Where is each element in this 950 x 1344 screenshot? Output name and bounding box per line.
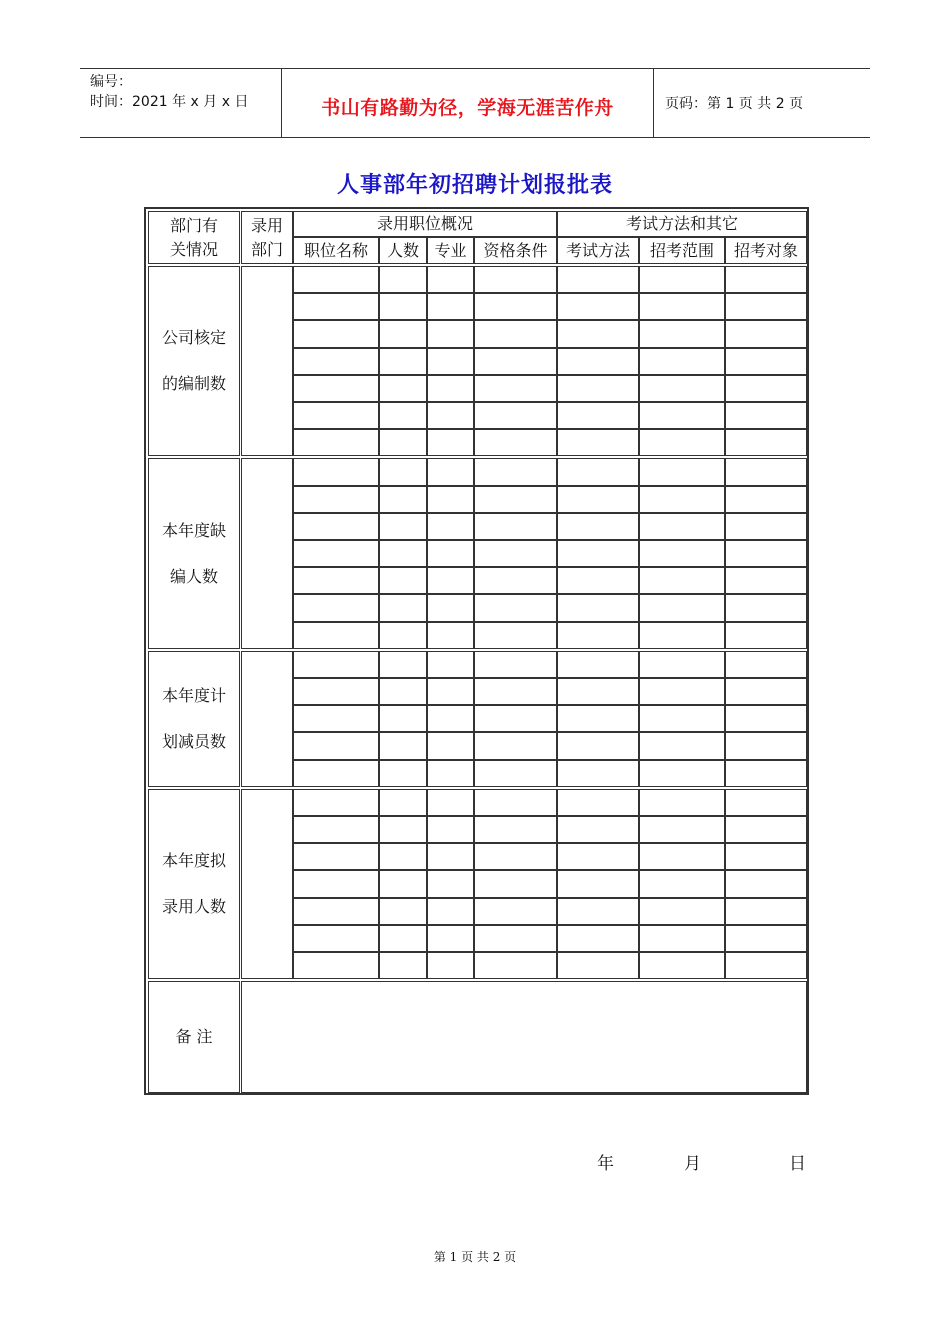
section-label: 本年度拟 录用人数 (148, 789, 240, 979)
table-cell (725, 925, 807, 952)
remarks-field (241, 981, 807, 1093)
hire-dept-cell (241, 789, 293, 979)
table-cell (725, 732, 807, 759)
table-cell (379, 293, 427, 320)
table-cell (474, 898, 557, 925)
table-cell (725, 486, 807, 513)
table-cell (427, 402, 474, 429)
column-header: 招考范围 (639, 237, 725, 264)
table-cell (379, 760, 427, 787)
table-cell (557, 293, 639, 320)
table-cell (474, 925, 557, 952)
table-cell (474, 732, 557, 759)
table-cell (379, 870, 427, 897)
header-meta (80, 69, 281, 137)
table-cell (293, 320, 379, 347)
table-cell (427, 651, 474, 678)
section-label: 公司核定 的编制数 (148, 266, 240, 456)
table-cell (427, 898, 474, 925)
table-cell (379, 486, 427, 513)
table-cell (725, 402, 807, 429)
table-cell (474, 429, 557, 456)
table-cell (474, 266, 557, 293)
table-cell (293, 622, 379, 649)
table-cell (639, 594, 725, 621)
table-cell (725, 651, 807, 678)
table-cell (427, 458, 474, 485)
table-cell (639, 898, 725, 925)
table-cell (474, 293, 557, 320)
table-cell (557, 429, 639, 456)
table-cell (557, 898, 639, 925)
date-year-label: 年 (597, 1154, 614, 1174)
table-cell (427, 760, 474, 787)
table-cell (293, 705, 379, 732)
table-cell (557, 870, 639, 897)
table-cell (557, 513, 639, 540)
table-cell (293, 594, 379, 621)
table-cell (557, 732, 639, 759)
table-cell (293, 348, 379, 375)
column-header: 专业 (427, 237, 474, 264)
table-cell (427, 816, 474, 843)
table-cell (725, 540, 807, 567)
table-cell (557, 540, 639, 567)
table-cell (725, 622, 807, 649)
table-cell (557, 843, 639, 870)
table-cell (639, 513, 725, 540)
table-cell (427, 567, 474, 594)
table-cell (293, 732, 379, 759)
table-cell (474, 705, 557, 732)
table-cell (293, 760, 379, 787)
table-cell (725, 760, 807, 787)
table-cell (427, 925, 474, 952)
table-cell (427, 678, 474, 705)
table-cell (474, 540, 557, 567)
table-cell (379, 594, 427, 621)
table-cell (427, 320, 474, 347)
table-cell (725, 266, 807, 293)
table-cell (557, 402, 639, 429)
table-cell (474, 320, 557, 347)
table-cell (474, 348, 557, 375)
table-cell (379, 348, 427, 375)
table-cell (293, 898, 379, 925)
table-cell (639, 816, 725, 843)
table-cell (379, 622, 427, 649)
table-cell (293, 678, 379, 705)
table-cell (725, 348, 807, 375)
table-cell (557, 458, 639, 485)
table-cell (725, 952, 807, 979)
table-cell (639, 705, 725, 732)
table-cell (474, 760, 557, 787)
table-cell (474, 594, 557, 621)
table-cell (725, 898, 807, 925)
table-cell (639, 732, 725, 759)
table-cell (379, 458, 427, 485)
table-cell (639, 678, 725, 705)
table-cell (725, 870, 807, 897)
table-cell (379, 651, 427, 678)
table-cell (293, 651, 379, 678)
table-cell (725, 320, 807, 347)
table-cell (474, 816, 557, 843)
table-cell (293, 486, 379, 513)
table-cell (725, 843, 807, 870)
table-cell (427, 789, 474, 816)
column-header: 职位名称 (293, 237, 379, 264)
table-cell (427, 870, 474, 897)
table-cell (379, 540, 427, 567)
table-cell (474, 402, 557, 429)
table-cell (379, 678, 427, 705)
table-cell (293, 293, 379, 320)
table-cell (557, 925, 639, 952)
table-cell (293, 540, 379, 567)
table-cell (725, 705, 807, 732)
table-cell (725, 375, 807, 402)
table-cell (557, 816, 639, 843)
table-cell (557, 705, 639, 732)
table-cell (557, 594, 639, 621)
recruitment-plan-form (144, 207, 809, 1095)
column-header: 资格条件 (474, 237, 557, 264)
table-cell (639, 843, 725, 870)
table-cell (379, 513, 427, 540)
table-cell (557, 486, 639, 513)
table-cell (639, 540, 725, 567)
table-cell (639, 348, 725, 375)
table-cell (474, 458, 557, 485)
table-cell (474, 622, 557, 649)
table-cell (725, 429, 807, 456)
column-header: 考试方法 (557, 237, 639, 264)
column-header: 人数 (379, 237, 427, 264)
table-cell (725, 458, 807, 485)
header-page-info: 页码：第 1 页 共 2 页 (665, 96, 804, 112)
table-cell (427, 429, 474, 456)
table-cell (427, 375, 474, 402)
position-group-header: 录用职位概况 (293, 211, 557, 237)
table-cell (725, 594, 807, 621)
table-cell (474, 567, 557, 594)
table-cell (557, 375, 639, 402)
table-cell (379, 705, 427, 732)
time-label: 时间：2021 年 x 月 x 日 (90, 94, 249, 110)
hire-dept-cell (241, 458, 293, 648)
table-cell (379, 429, 427, 456)
hire-dept-cell (241, 651, 293, 787)
table-cell (379, 320, 427, 347)
table-cell (427, 843, 474, 870)
table-cell (639, 402, 725, 429)
table-cell (639, 458, 725, 485)
table-cell (427, 348, 474, 375)
table-cell (427, 266, 474, 293)
table-cell (427, 622, 474, 649)
table-cell (557, 760, 639, 787)
table-cell (293, 816, 379, 843)
table-cell (639, 266, 725, 293)
table-cell (427, 594, 474, 621)
table-cell (293, 429, 379, 456)
table-cell (639, 375, 725, 402)
table-cell (293, 458, 379, 485)
table-cell (557, 622, 639, 649)
table-cell (293, 870, 379, 897)
table-cell (639, 429, 725, 456)
table-cell (427, 540, 474, 567)
table-cell (639, 952, 725, 979)
table-cell (379, 402, 427, 429)
table-cell (639, 622, 725, 649)
table-cell (557, 651, 639, 678)
table-cell (427, 705, 474, 732)
table-cell (557, 952, 639, 979)
table-cell (379, 375, 427, 402)
table-cell (557, 348, 639, 375)
table-cell (379, 266, 427, 293)
table-cell (293, 567, 379, 594)
table-cell (557, 567, 639, 594)
table-cell (474, 651, 557, 678)
table-cell (725, 789, 807, 816)
document-header (80, 68, 870, 138)
table-cell (427, 513, 474, 540)
table-cell (379, 789, 427, 816)
table-cell (474, 952, 557, 979)
table-cell (293, 513, 379, 540)
table-cell (725, 513, 807, 540)
hire-dept-cell (241, 266, 293, 456)
form-title: 人事部年初招聘计划报批表 (336, 172, 613, 198)
table-cell (293, 402, 379, 429)
table-cell (427, 293, 474, 320)
table-cell (427, 732, 474, 759)
table-cell (639, 567, 725, 594)
column-header: 招考对象 (725, 237, 807, 264)
table-cell (293, 266, 379, 293)
table-cell (474, 513, 557, 540)
table-cell (725, 293, 807, 320)
table-cell (725, 816, 807, 843)
dept-info-header: 部门有 关情况 (148, 211, 240, 264)
table-cell (293, 375, 379, 402)
table-cell (293, 952, 379, 979)
table-cell (639, 925, 725, 952)
table-cell (639, 651, 725, 678)
table-cell (557, 789, 639, 816)
table-cell (474, 375, 557, 402)
table-cell (474, 486, 557, 513)
table-cell (474, 789, 557, 816)
table-cell (557, 266, 639, 293)
table-cell (293, 843, 379, 870)
table-cell (639, 870, 725, 897)
table-cell (725, 567, 807, 594)
table-cell (427, 952, 474, 979)
table-cell (725, 678, 807, 705)
date-month-label: 月 (684, 1154, 701, 1174)
table-cell (557, 678, 639, 705)
table-cell (639, 789, 725, 816)
exam-group-header: 考试方法和其它 (557, 211, 807, 237)
table-cell (639, 486, 725, 513)
table-cell (557, 320, 639, 347)
table-cell (293, 925, 379, 952)
header-motto: 书山有路勤为径，学海无涯苦作舟 (281, 69, 654, 137)
table-cell (639, 760, 725, 787)
table-cell (379, 898, 427, 925)
table-cell (474, 843, 557, 870)
table-cell (639, 293, 725, 320)
number-label: 编号： (90, 74, 132, 90)
table-cell (427, 486, 474, 513)
table-cell (293, 789, 379, 816)
table-cell (474, 870, 557, 897)
date-day-label: 日 (789, 1154, 806, 1174)
section-label: 本年度缺 编人数 (148, 458, 240, 648)
table-cell (379, 567, 427, 594)
remarks-label: 备 注 (148, 981, 240, 1093)
table-cell (379, 732, 427, 759)
table-cell (474, 678, 557, 705)
table-cell (379, 952, 427, 979)
page-footer: 第 1 页 共 2 页 (433, 1250, 517, 1264)
table-cell (379, 843, 427, 870)
table-cell (379, 925, 427, 952)
section-label: 本年度计 划减员数 (148, 651, 240, 787)
hire-dept-header: 录用 部门 (241, 211, 293, 264)
table-cell (639, 320, 725, 347)
table-cell (379, 816, 427, 843)
